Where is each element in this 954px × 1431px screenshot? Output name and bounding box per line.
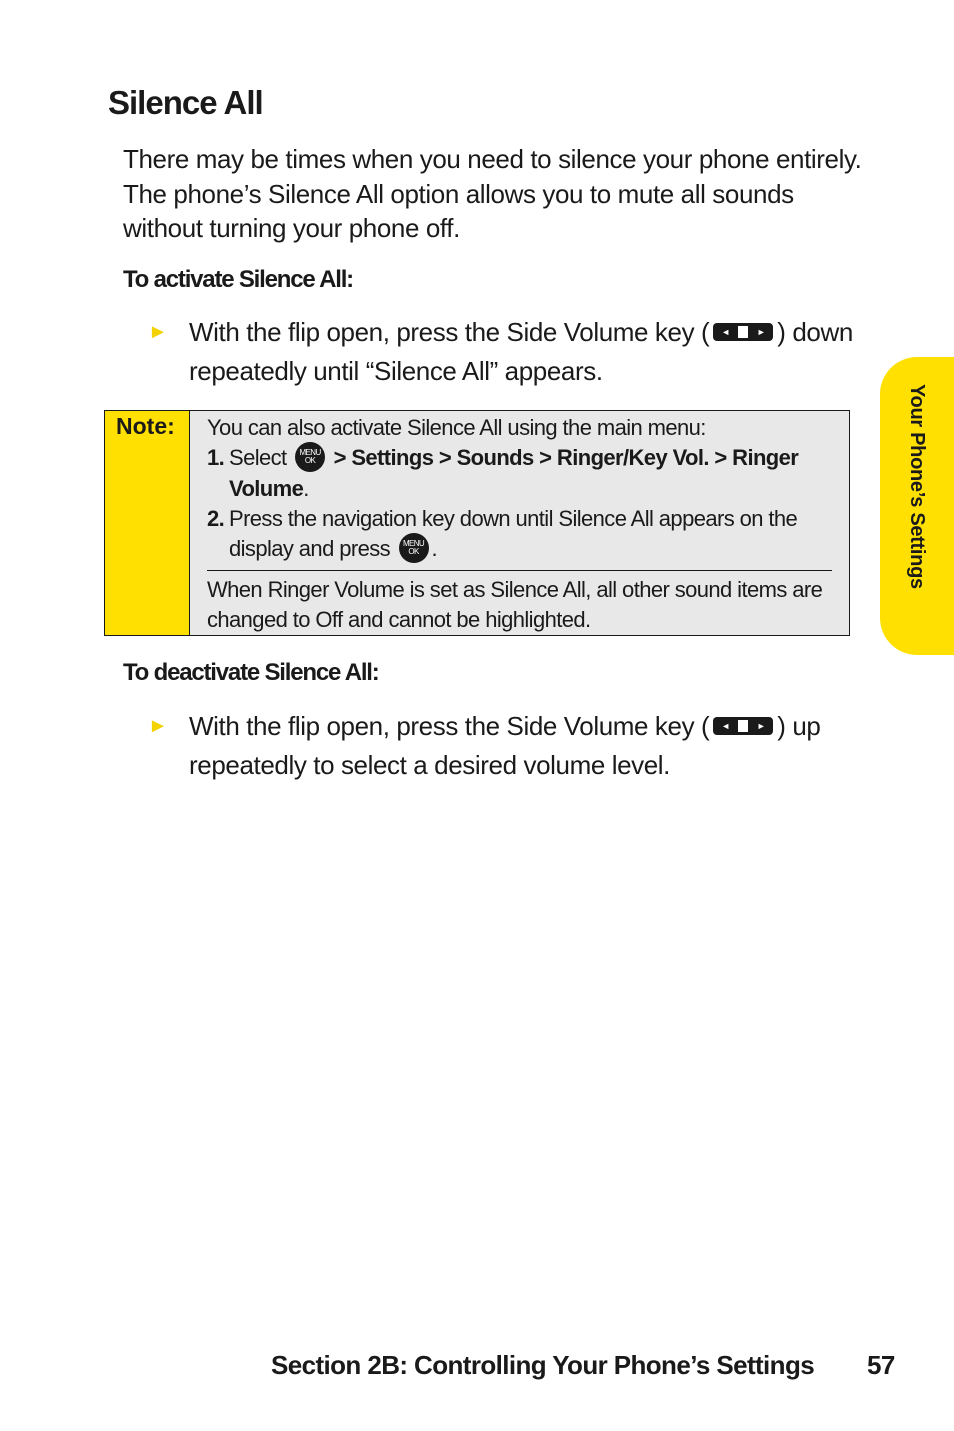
- menu-path: > Settings > Sounds > Ringer/Key Vol. > Ringer Volume: [229, 445, 799, 502]
- bullet-arrow-icon: ►: [148, 321, 168, 343]
- side-tab-label: Your Phone’s Settings: [906, 384, 928, 589]
- note-intro: You can also activate Silence All using the main menu:: [207, 415, 706, 440]
- note-step-2: 2. Press the navigation key down until Silence All appears on the display and press MENU OK .: [207, 504, 832, 565]
- footer-section-title: Section 2B: Controlling Your Phone’s Settings: [271, 1350, 815, 1380]
- deactivate-heading: To deactivate Silence All:: [123, 659, 379, 686]
- activate-bullet: [148, 313, 863, 390]
- side-tab: [880, 357, 954, 655]
- footer-page-number: 57: [867, 1350, 895, 1380]
- bullet-arrow-icon: ►: [148, 715, 168, 737]
- volume-key-icon: ◄ ►: [713, 717, 773, 735]
- note-label: Note:: [116, 413, 175, 439]
- note-box: [104, 410, 850, 636]
- activate-heading: To activate Silence All:: [123, 266, 353, 293]
- activate-bullet-text: With the flip open, press the Side Volume key ( ◄ ► ) down repeatedly until “Silence All” appears.: [189, 317, 853, 386]
- note-footnote: When Ringer Volume is set as Silence All, all other sound items are changed to Off and cannot be highlighted.: [207, 577, 823, 633]
- note-content: [190, 411, 849, 635]
- volume-key-icon: ◄ ►: [713, 323, 773, 341]
- note-step-1: 1. Select MENU OK > Settings > Sounds > Ringer/Key Vol. > Ringer Volume.: [207, 443, 832, 504]
- menu-ok-key-icon: MENU OK: [295, 442, 325, 472]
- note-label-cell: [105, 411, 190, 635]
- note-divider: [207, 570, 832, 571]
- deactivate-bullet-text: With the flip open, press the Side Volume key ( ◄ ► ) up repeatedly to select a desired volume level.: [189, 711, 821, 780]
- intro-paragraph: There may be times when you need to silence your phone entirely. The phone’s Silence All option allows you to mute all sounds without turning your phone off.: [123, 144, 862, 243]
- menu-ok-key-icon: MENU OK: [399, 533, 429, 563]
- deactivate-bullet: [148, 707, 863, 784]
- page-title: Silence All: [108, 84, 263, 121]
